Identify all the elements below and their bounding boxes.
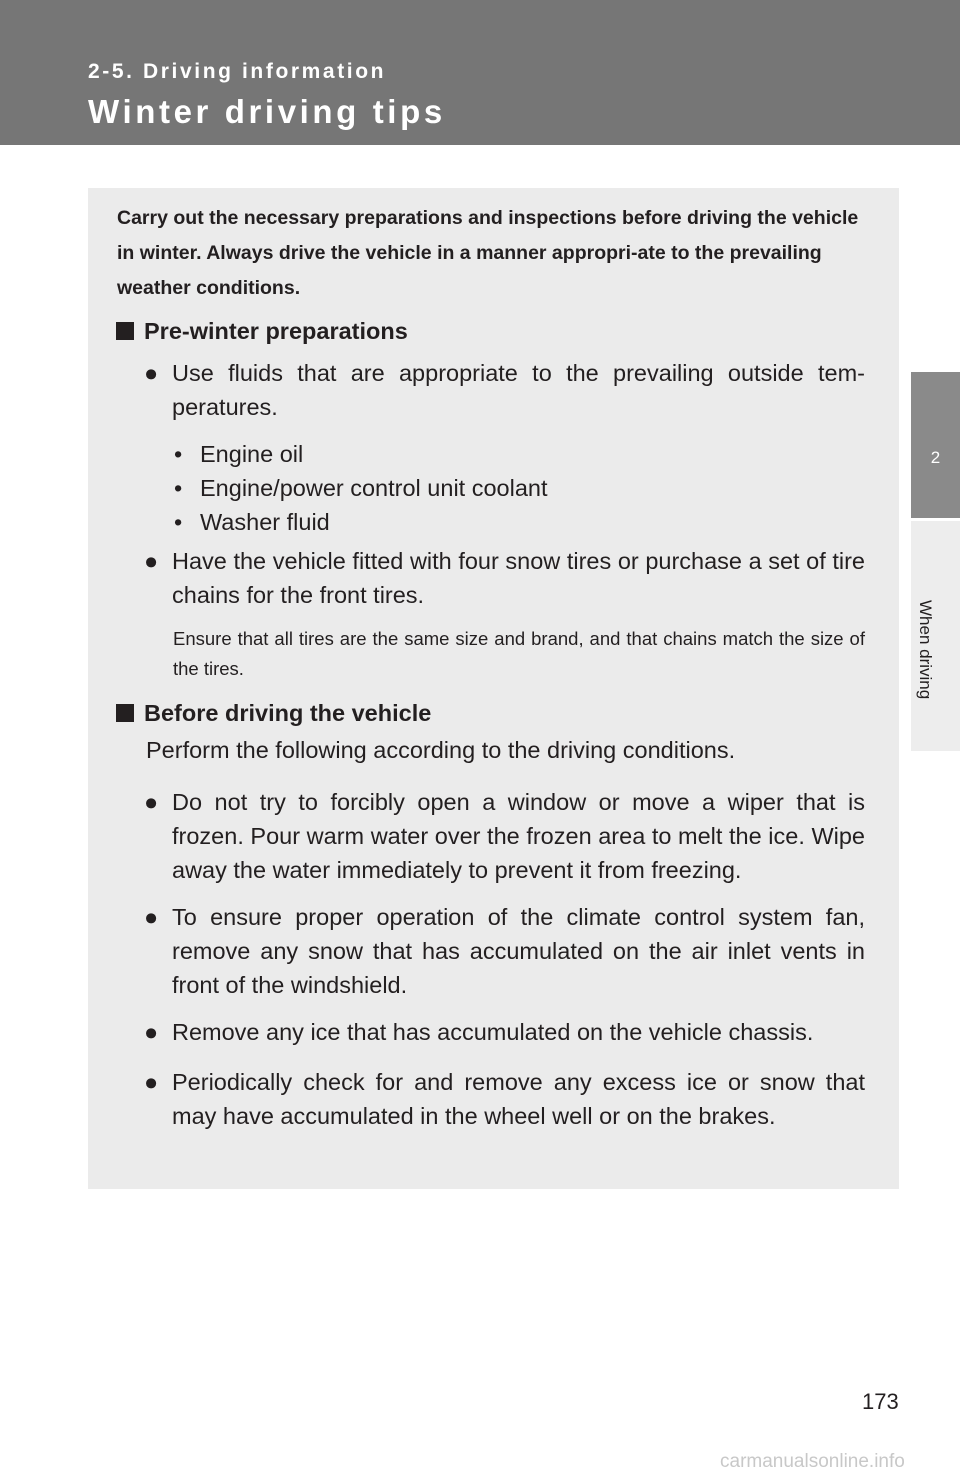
bullet-item [144,1065,865,1133]
bullet-item [144,356,865,424]
page-number: 173 [862,1389,899,1414]
circle-bullet-icon: ● [144,548,159,574]
fluid-item [174,505,330,539]
fluid-item [174,471,548,505]
circle-bullet-icon: ● [144,1019,159,1045]
section-heading-before-driving [116,700,431,727]
bullet-item [144,900,865,1002]
section-heading-label: Before driving the vehicle [144,700,432,726]
circle-bullet-icon: ● [144,789,159,815]
bullet-item [144,1015,865,1049]
dot-bullet-icon: • [174,441,183,467]
bullet-text: Remove any ice that has accumulated on the vehicle chassis. [172,1019,814,1045]
fluid-label: Engine oil [200,441,304,467]
circle-bullet-icon: ● [144,904,159,930]
chapter-name: When driving [916,600,935,700]
bullet-item [144,785,865,887]
section-heading-label: Pre-winter preparations [144,318,408,344]
section-heading-pre-winter [116,318,408,345]
section-lead: Perform the following according to the driving conditions. [146,737,736,763]
bullet-text: Use fluids that are appropriate to the prevailing outside tem-peratures. [172,360,865,420]
bullet-item [144,544,865,612]
fluid-item [174,437,303,471]
bullet-text: To ensure proper operation of the climate control system fan, remove any snow that has accumulated on the air inlet vents in front of the windshield. [172,904,865,998]
tire-note: Ensure that all tires are the same size and brand, and that chains match the size of the tires. [173,628,865,679]
section-label: 2-5. Driving information [88,60,387,83]
dot-bullet-icon: • [174,509,183,535]
bullet-text: Do not try to forcibly open a window or move a wiper that is frozen. Pour warm water over the frozen area to melt the ice. Wipe away the water immediately to prevent it from freezing. [172,789,865,883]
circle-bullet-icon: ● [144,1069,159,1095]
bullet-text: Have the vehicle fitted with four snow tires or purchase a set of tire chains for the front tires. [172,548,865,608]
page-title: Winter driving tips [88,93,446,130]
dot-bullet-icon: • [174,475,183,501]
bullet-text: Periodically check for and remove any excess ice or snow that may have accumulated in the wheel well or on the brakes. [172,1069,865,1129]
square-bullet-icon [116,322,134,340]
side-tab-top [911,145,960,368]
square-bullet-icon [116,704,134,722]
intro-text: Carry out the necessary preparations and inspections before driving the vehicle in winter. Always drive the vehicle in a manner appropri-ate to the prevailing weather conditions. [117,207,859,299]
fluid-label: Washer fluid [200,509,330,535]
chapter-number: 2 [930,448,941,467]
circle-bullet-icon: ● [144,360,159,386]
watermark: carmanualsonline.info [720,1451,905,1472]
chapter-tab [911,372,960,518]
fluid-label: Engine/power control unit coolant [200,475,548,501]
